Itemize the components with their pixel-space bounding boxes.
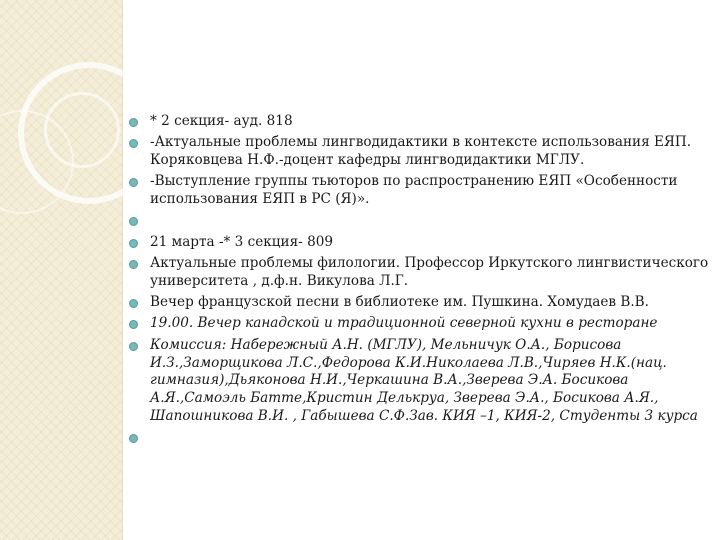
bullet-icon bbox=[129, 139, 138, 148]
bullet-icon bbox=[129, 118, 138, 127]
list-item-text: * 2 секция- ауд. 818 bbox=[150, 113, 293, 129]
list-item-text: 21 марта -* 3 секция- 809 bbox=[150, 233, 334, 250]
bullet-icon bbox=[129, 178, 138, 187]
list-item-text: Комиссия: Набережный А.Н. (МГЛУ), Мельничук О.А., Борисова И.З.,Заморщикова Л.С.,Федорова К.И.Николаева Л.В.,Чиряев Н.К.(нац. гимназия),Дьяконова Н.И.,Черкашина В.А.,Зверева Э.А. Босикова А.Я.,Самоэль Батте,Кристин Делькруа, Зверева Э.А., Босикова А.Я., Шапошникова В.И. , Габышева С.Ф.Зав. КИЯ –1, КИЯ-2, Студенты 3 курса bbox=[150, 336, 698, 424]
bullet-icon bbox=[129, 320, 138, 329]
list-item bbox=[126, 173, 712, 209]
list-item bbox=[126, 429, 712, 447]
list-item bbox=[126, 234, 712, 252]
list-item bbox=[126, 255, 712, 291]
bullet-icon bbox=[129, 434, 138, 443]
decorative-side-panel bbox=[0, 0, 123, 540]
list-item-text: Актуальные проблемы филологии. Профессор Иркутского лингвистического университета , д.ф.н. Викулова Л.Г. bbox=[150, 255, 709, 289]
list-item-text: -Выступление группы тьюторов по распространению ЕЯП «Особенности использования ЕЯП в РС (Я)». bbox=[150, 173, 678, 208]
list-item-text: -Актуальные проблемы лингводидактики в контексте использования ЕЯП. Коряковцева Н.Ф.-доцент кафедры лингводидактики МГЛУ. bbox=[150, 134, 692, 169]
bullet-list bbox=[126, 113, 712, 451]
bullet-icon bbox=[129, 299, 138, 308]
list-item bbox=[126, 113, 712, 131]
bullet-icon bbox=[129, 217, 138, 226]
bullet-icon bbox=[129, 239, 138, 248]
bullet-icon bbox=[129, 260, 138, 269]
list-item bbox=[126, 294, 712, 312]
list-item-text: Вечер французской песни в библиотеке им. Пушкина. Хомудаев В.В. bbox=[150, 294, 649, 311]
list-item bbox=[126, 134, 712, 170]
list-item bbox=[126, 337, 712, 426]
list-item bbox=[126, 212, 712, 230]
list-item bbox=[126, 315, 712, 333]
bullet-icon bbox=[129, 342, 138, 351]
list-item-text: 19.00. Вечер канадской и традиционной северной кухни в ресторане bbox=[150, 315, 658, 332]
